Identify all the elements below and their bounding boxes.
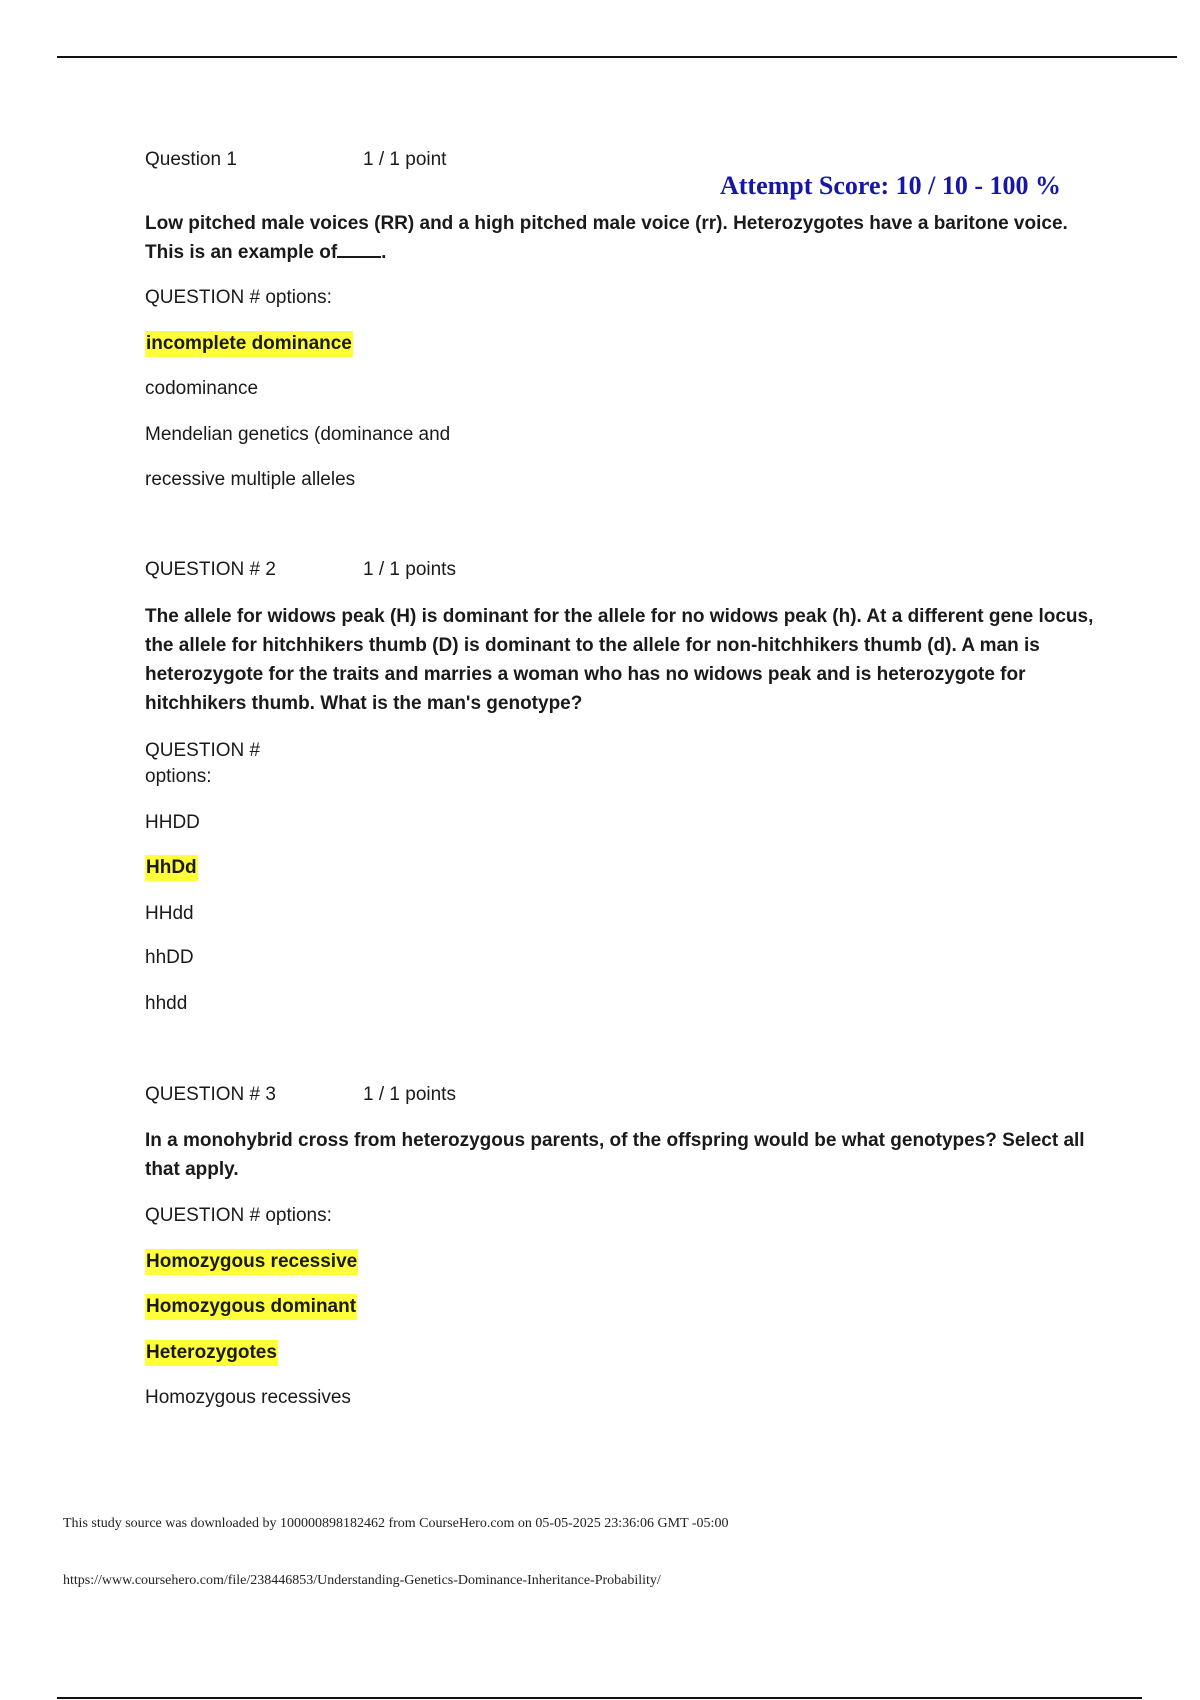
options-label: QUESTION # options:	[145, 1205, 332, 1226]
question-3-header	[145, 1084, 456, 1106]
options-label-line: QUESTION #	[145, 740, 261, 761]
option[interactable]: recessive multiple alleles	[145, 469, 356, 490]
option[interactable]: HHdd	[145, 903, 194, 924]
question-points: 1 / 1 points	[363, 559, 456, 580]
option[interactable]: HHDD	[145, 812, 200, 833]
question-1-header	[145, 149, 447, 171]
options-label-line: options:	[145, 766, 212, 787]
bottom-rule	[57, 1697, 1142, 1699]
option-selected[interactable]: incomplete dominance	[145, 331, 353, 357]
question-2-header	[145, 559, 456, 581]
answer-blank	[337, 238, 381, 258]
option[interactable]: Homozygous recessives	[145, 1387, 351, 1408]
option[interactable]: hhdd	[145, 993, 188, 1014]
top-rule	[57, 56, 1177, 58]
question-text: Low pitched male voices (RR) and a high pitched male voice (rr). Heterozygotes have a baritone voice. This is an example of	[145, 213, 1068, 263]
question-3-text: In a monohybrid cross from heterozygous parents, of the offspring would be what genotypes? Select all that apply.	[145, 1130, 1085, 1180]
option[interactable]: codominance	[145, 378, 259, 399]
question-2-text: The allele for widows peak (H) is dominant for the allele for no widows peak (h). At a different gene locus, the allele for hitchhikers thumb (D) is dominant to the allele for non-hitchhikers thumb (d). A man is heterozygote for the traits and marries a woman who has no widows peak and is heterozygote for hitchhikers thumb. What is the man's genotype?	[145, 606, 1094, 714]
source-url[interactable]: https://www.coursehero.com/file/238446853/Understanding-Genetics-Dominance-Inheritance-Probability/	[63, 1573, 661, 1588]
option-selected[interactable]: HhDd	[145, 855, 198, 881]
question-text-end: .	[381, 242, 387, 263]
options-label	[145, 738, 260, 790]
question-label: QUESTION # 3	[145, 1084, 276, 1105]
question-label: Question 1	[145, 149, 237, 170]
option[interactable]: hhDD	[145, 947, 194, 968]
option-selected[interactable]: Homozygous dominant	[145, 1294, 357, 1320]
question-points: 1 / 1 points	[363, 1084, 456, 1105]
option-selected[interactable]: Homozygous recessive	[145, 1249, 358, 1275]
attempt-score: Attempt Score: 10 / 10 - 100 %	[720, 171, 1062, 200]
option-selected[interactable]: Heterozygotes	[145, 1340, 278, 1366]
source-notice: This study source was downloaded by 100000898182462 from CourseHero.com on 05-05-2025 23:36:06 GMT -05:00	[63, 1516, 729, 1531]
question-1-text	[145, 209, 1095, 267]
option[interactable]: Mendelian genetics (dominance and	[145, 424, 451, 445]
question-points: 1 / 1 point	[363, 149, 447, 170]
question-label: QUESTION # 2	[145, 559, 276, 580]
options-label: QUESTION # options:	[145, 287, 332, 308]
